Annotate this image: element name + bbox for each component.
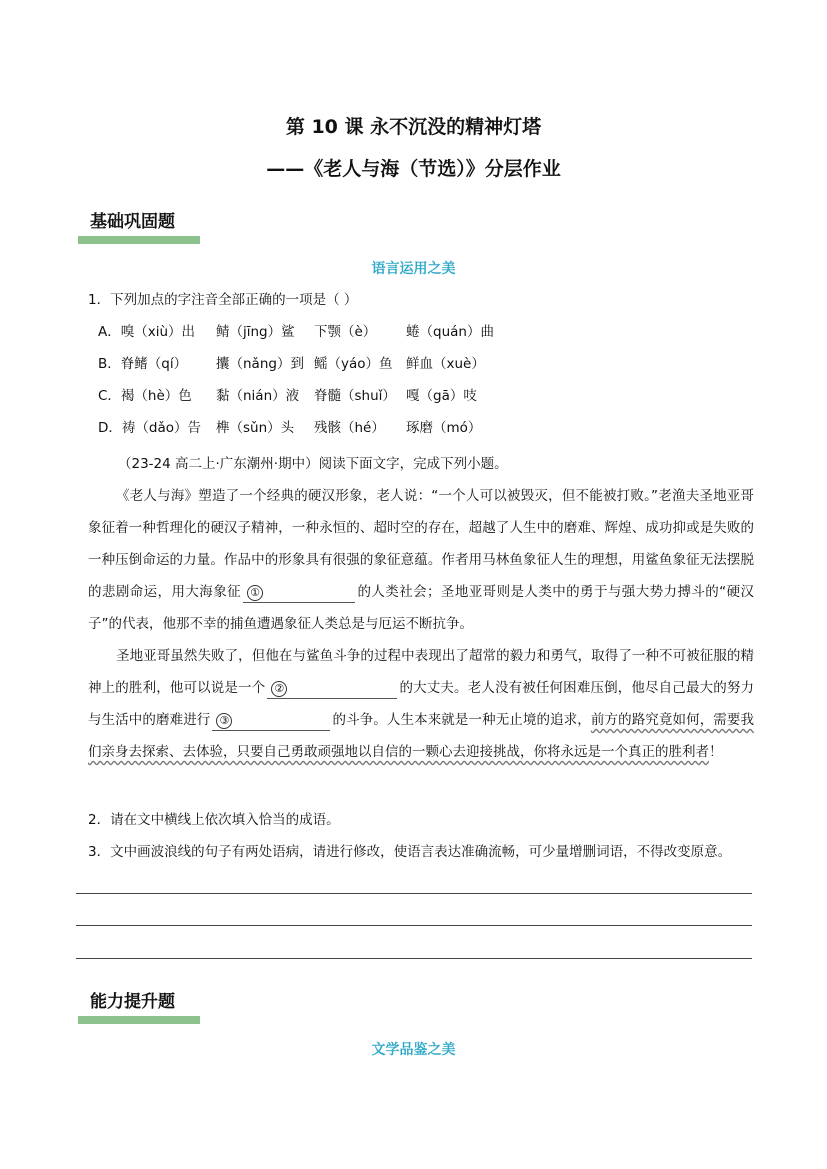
option-a — [98, 316, 494, 348]
option-item: A．嗅（xiù）出 — [98, 324, 196, 340]
subheading: 文学品鉴之美 — [371, 1042, 456, 1058]
answer-line[interactable] — [76, 925, 752, 926]
passage-text: 的斗争。人生本来就是一种无止境的追求， — [332, 712, 591, 728]
passage-text: 的大丈夫。老人没有被任何困难压倒，他尽自己最大的努力与生活中的磨难进行 — [88, 680, 755, 728]
answer-line[interactable] — [76, 958, 752, 959]
subheading: 语言运用之美 — [371, 261, 456, 277]
blank-number: ① — [247, 585, 263, 601]
option-item: 攮（nǎng）到 — [216, 356, 304, 372]
passage-text: ！ — [709, 744, 723, 760]
option-item: 嘎（gā）吱 — [406, 388, 477, 404]
blank-number: ③ — [216, 713, 232, 729]
page-subtitle: ——《老人与海（节选）》分层作业 — [266, 158, 561, 180]
option-item: B．脊鳍（qí） — [98, 356, 188, 372]
option-c — [98, 380, 494, 412]
source-note: （23-24 高二上·广东潮州·期中）阅读下面文字，完成下列小题。 — [118, 456, 508, 472]
passage-text: 《老人与海》塑造了一个经典的硬汉形象，老人说：“一个人可以被毁灭，但不能被打败。”老渔夫圣地亚哥象征着一种哲理化的硬汉子精神，一种永恒的、超时空的存在，超越了人生中的磨难、辉煌、成功抑或是失败的一种压倒命运的力量。作品中的形象具有很强的象征意蕴。作者用马林鱼象征人生的理想，用鲨鱼象征无法摆脱的悲剧命运，用大海象征 — [88, 488, 754, 600]
passage-text: 圣地亚哥虽然失败了，但他在与鲨鱼斗争的过程中表现出了超常的毅力和勇气，取得了一种不可被征服的精神上的胜利，他可以说是一个 — [88, 648, 754, 696]
section-label: 基础巩固题 — [90, 212, 175, 232]
option-item: 榫（sǔn）头 — [216, 420, 295, 436]
option-item: 琢磨（mó） — [406, 420, 482, 436]
option-item: 黏（nián）液 — [216, 388, 300, 404]
section-header-advanced — [78, 990, 200, 1024]
option-item: 鲜血（xuè） — [406, 356, 485, 372]
option-item: C．褐（hè）色 — [98, 388, 192, 404]
option-d — [98, 412, 494, 444]
blank-1 — [243, 582, 355, 603]
option-item: 蜷（quán）曲 — [406, 324, 494, 340]
option-item: D．祷（dǎo）告 — [98, 420, 201, 436]
option-b — [98, 348, 494, 380]
option-item: 残骸（hé） — [314, 420, 385, 436]
option-item: 鲭（jīng）鲨 — [216, 324, 295, 340]
blank-number: ② — [271, 681, 287, 697]
option-item: 下颚（è） — [314, 324, 377, 340]
question-2: 2．请在文中横线上依次填入恰当的成语。 — [88, 812, 340, 828]
passage-paragraph-1 — [88, 480, 754, 640]
option-item: 脊髓（shuǐ） — [314, 388, 396, 404]
question-3: 3．文中画波浪线的句子有两处语病，请进行修改，使语言表达准确流畅，可少量增删词语，不得改变原意。 — [88, 844, 732, 860]
question-1-options — [98, 316, 494, 444]
answer-line[interactable] — [76, 893, 752, 894]
blank-2 — [267, 678, 397, 699]
page-title: 第 10 课 永不沉没的精神灯塔 — [285, 116, 542, 138]
wavy-underlined-sentence: 前方的路究竟如何，需要我们亲身去探索、去体验，只要自己勇敢顽强地以自信的一颗心去迎接挑战，你将永远是一个真正的胜利者 — [88, 712, 755, 760]
passage-paragraph-2 — [88, 640, 754, 768]
section-label: 能力提升题 — [90, 992, 175, 1012]
section-underline — [78, 1016, 200, 1024]
option-item: 鳐（yáo）鱼 — [314, 356, 393, 372]
section-underline — [78, 236, 200, 244]
passage-text: 的人类社会；圣地亚哥则是人类中的勇于与强大势力搏斗的“硬汉子”的代表，他那不幸的捕鱼遭遇象征人类总是与厄运不断抗争。 — [88, 584, 755, 632]
section-header-basic — [78, 210, 200, 244]
question-1-stem: 1．下列加点的字注音全部正确的一项是（ ） — [88, 292, 358, 308]
blank-3 — [212, 710, 330, 731]
